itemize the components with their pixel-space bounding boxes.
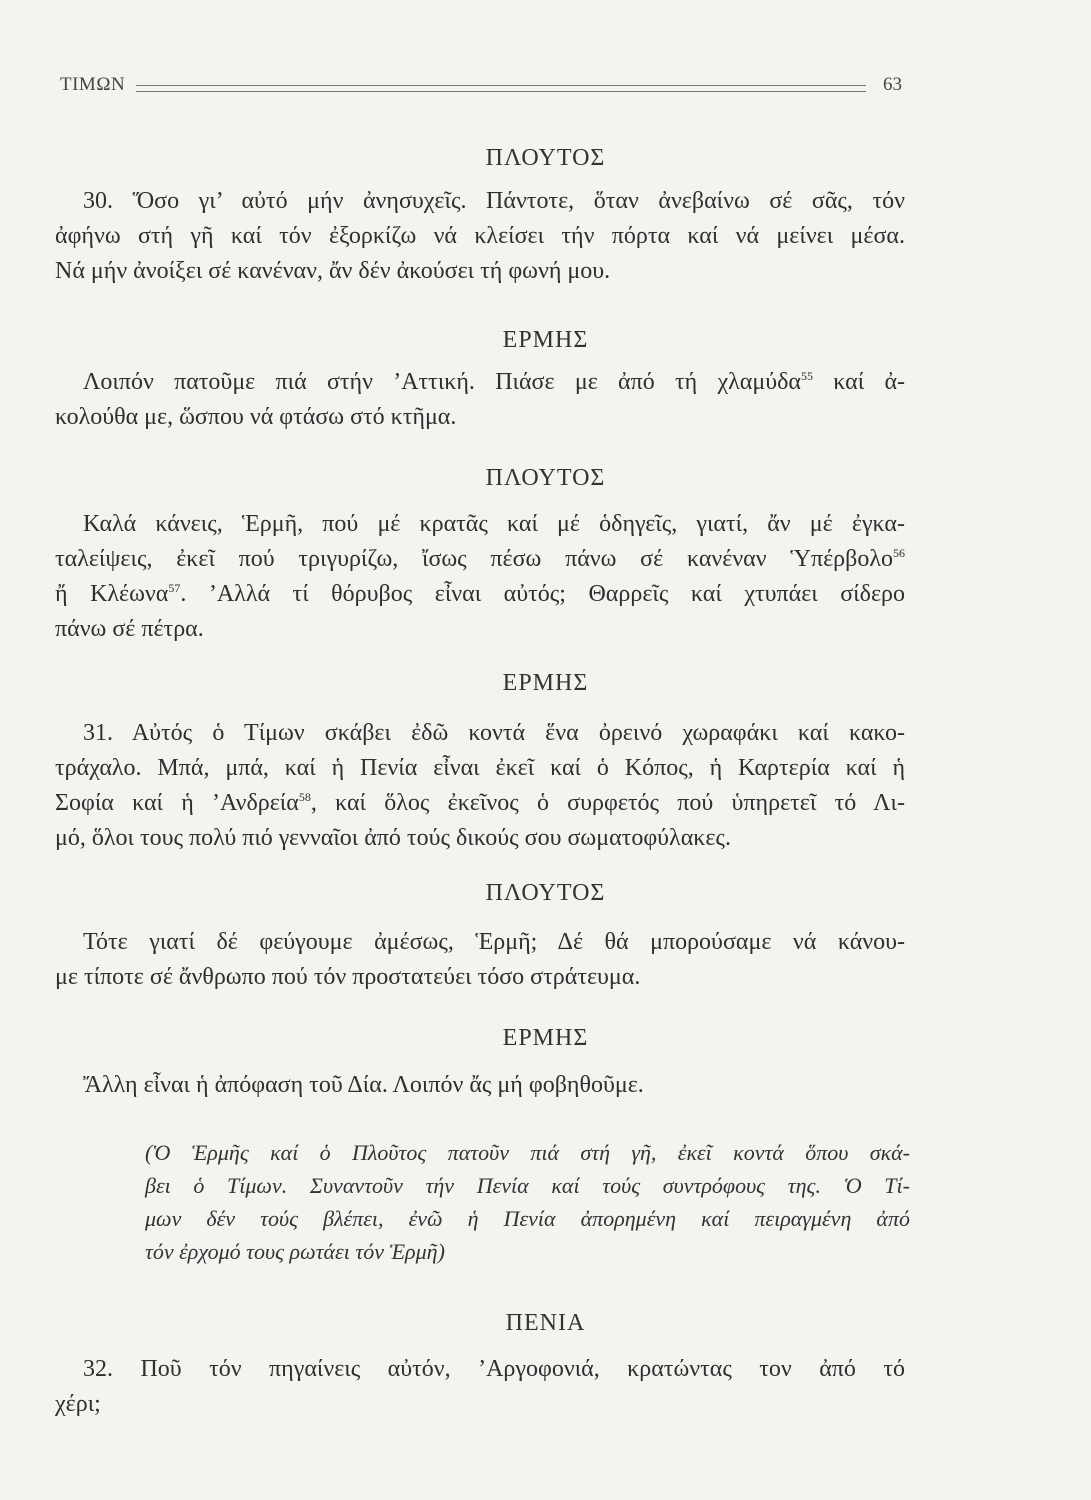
text-line: 30. Ὅσο γι’ αὐτό μήν ἀνησυχεῖς. Πάντοτε, ὅταν ἀνεβαίνω σέ σᾶς, τόν	[83, 188, 905, 214]
speaker-heading: ΠΛΟΥΤΟΣ	[485, 145, 606, 171]
text-line	[55, 542, 905, 577]
text-line: Τότε γιατί δέ φεύγουμε ἀμέσως, Ἑρμῆ; Δέ θά μπορούσαμε νά κάνου-	[83, 929, 905, 955]
text-segment: , καί ὅλος ἐκεῖνος ὁ συρφετός πού ὑπηρετεῖ τό Λι-	[310, 790, 905, 816]
text-segment: ἤ Κλέωνα	[55, 581, 169, 607]
speech-paragraph	[55, 507, 905, 647]
footnote-ref: 58	[298, 790, 311, 804]
speaker-heading: ΕΡΜΗΣ	[502, 1025, 589, 1051]
text-line: τόν ἐρχομό τους ρωτάει τόν Ἑρμῆ)	[145, 1239, 445, 1264]
speaker-heading: ΠΕΝΙΑ	[505, 1310, 586, 1336]
stage-direction	[145, 1136, 910, 1268]
running-header	[60, 74, 902, 100]
speaker-heading: ΠΛΟΥΤΟΣ	[485, 465, 606, 491]
footnote-ref: 55	[800, 369, 813, 383]
footnote-ref: 57	[168, 581, 181, 595]
text-segment: . ’Αλλά τί θόρυβος εἶναι αὐτός; Θαρρεῖς καί χτυπάει σίδερο	[180, 581, 905, 607]
text-line: μό, ὅλοι τους πολύ πιό γενναῖοι ἀπό τούς δικούς σου σωματοφύλακες.	[55, 825, 731, 851]
text-line: Ἄλλη εἶναι ἡ ἀπόφαση τοῦ Δία. Λοιπόν ἄς μή φοβηθοῦμε.	[83, 1072, 644, 1098]
text-segment: ταλείψεις, ἐκεῖ πού τριγυρίζω, ἴσως πέσω πάνω σέ κανέναν Ὑπέρβολο	[55, 546, 893, 572]
text-line: κολούθα με, ὥσπου νά φτάσω στό κτῆμα.	[55, 404, 457, 430]
text-line: Καλά κάνεις, Ἑρμῆ, πού μέ κρατᾶς καί μέ ὁδηγεῖς, γιατί, ἄν μέ ἐγκα-	[83, 511, 905, 537]
speaker-heading: ΕΡΜΗΣ	[502, 327, 589, 353]
text-line: πάνω σέ πέτρα.	[55, 616, 204, 642]
header-rule	[136, 85, 866, 92]
speech-paragraph	[55, 1352, 905, 1422]
speech-paragraph	[55, 365, 905, 435]
text-line	[55, 577, 905, 612]
speaker-heading: ΠΛΟΥΤΟΣ	[485, 880, 606, 906]
running-title: ΤΙΜΩΝ	[60, 74, 126, 95]
text-segment: Λοιπόν πατοῦμε πιά στήν ’Αττική. Πιάσε με ἀπό τή χλαμύδα	[83, 369, 801, 395]
text-line: μων δέν τούς βλέπει, ἐνῶ ἡ Πενία ἀπορημένη καί πειραγμένη ἀπό	[145, 1206, 910, 1231]
text-line: (Ὁ Ἑρμῆς καί ὁ Πλοῦτος πατοῦν πιά στή γῆ, ἐκεῖ κοντά ὅπου σκά-	[145, 1140, 910, 1165]
text-segment: καί ἀ-	[812, 369, 906, 395]
text-segment: Σοφία καί ἡ ’Ανδρεία	[55, 790, 299, 816]
page-number: 63	[883, 74, 902, 95]
text-line: ἀφήνω στή γῆ καί τόν ἐξορκίζω νά κλείσει τήν πόρτα καί νά μείνει μέσα.	[55, 223, 905, 249]
footnote-ref: 56	[893, 546, 905, 560]
speech-paragraph	[55, 925, 905, 995]
text-line	[55, 786, 905, 821]
speech-paragraph	[55, 716, 905, 856]
speaker-heading: ΕΡΜΗΣ	[502, 670, 589, 696]
text-line: Νά μήν ἀνοίξει σέ κανέναν, ἄν δέν ἀκούσει τή φωνή μου.	[55, 258, 611, 284]
text-line	[55, 365, 905, 400]
speech-paragraph	[55, 1068, 905, 1103]
text-line: 31. Αὐτός ὁ Τίμων σκάβει ἐδῶ κοντά ἕνα ὀρεινό χωραφάκι καί κακο-	[83, 720, 905, 746]
text-line: χέρι;	[55, 1391, 101, 1417]
text-line: με τίποτε σέ ἄνθρωπο πού τόν προστατεύει τόσο στράτευμα.	[55, 964, 641, 990]
speech-paragraph	[55, 184, 905, 289]
text-line: 32. Ποῦ τόν πηγαίνεις αὐτόν, ’Αργοφονιά, κρατώντας τον ἀπό τό	[83, 1356, 905, 1382]
text-line: βει ὁ Τίμων. Συναντοῦν τήν Πενία καί τούς συντρόφους της. Ὁ Τί-	[145, 1173, 910, 1198]
text-line: τράχαλο. Μπά, μπά, καί ἡ Πενία εἶναι ἐκεῖ καί ὁ Κόπος, ἡ Καρτερία καί ἡ	[55, 755, 905, 781]
